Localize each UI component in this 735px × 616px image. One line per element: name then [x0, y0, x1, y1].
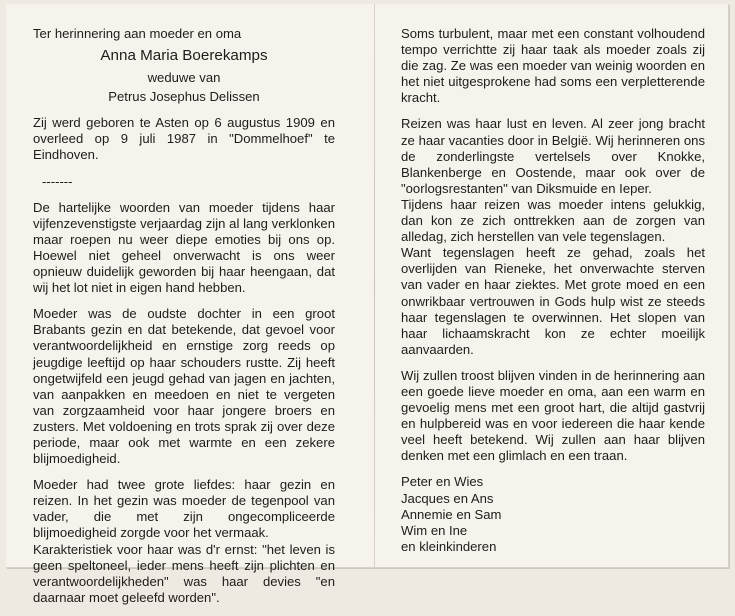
signoff-line: en kleinkinderen [401, 538, 497, 554]
paragraph-loves: Moeder had twee grote liefdes: haar gezin en reizen. In het gezin was moeder de tegenpool van vader, die met zijn ongecompliceerde blijmoedigheid zorgde voor het vermaak. [33, 477, 335, 541]
paragraph-youth: Moeder was de oudste dochter in een groot Brabants gezin en dat betekende, dat gevoel voor verantwoordelijkheid en ernstige zorg reeds op jeugdige leeftijd op haar schouders rustte. Zij heeft ongetwijfeld een jeugd gehad van jagen en jachten, van aanpakken en meedoen en niet te vergeten van zorgzaamheid voor haar jongere broers en zusters. Met voldoening en trots sprak zij over deze periode, maar ook met warmte en een zekere blijmoedigheid. [33, 306, 335, 467]
left-page [33, 26, 335, 616]
signoff-line: Peter en Wies [401, 474, 484, 490]
paragraph-remembrance: Wij zullen troost blijven vinden in de herinnering aan een goede lieve moeder en oma, aan een warm en gevoelig mens met een groot hart, die altijd gastvrij en hulpbereid was en voor iedereen die haar kende veel heeft betekend. Wij zullen aan haar blijven denken met een glimlach en een traan. [401, 367, 705, 464]
signoff-line: Annemie en Sam [401, 506, 502, 522]
paragraph-character: Karakteristiek voor haar was d'r ernst: "het leven is geen speltoneel, ieder mens heeft zijn plichten en verantwoordelijkheden" was haar devies "en daarnaar moet geleefd worden". [33, 541, 335, 605]
signoff-list [401, 474, 705, 554]
paragraph-turbulent: Soms turbulent, maar met een constant volhoudend tempo verrichtte zij haar taak als moeder zoals zij die zag. Ze was een moeder van weinig woorden en het niet uitgesprokene had soms een verpletterende kracht. [401, 26, 705, 106]
memorial-card [6, 4, 729, 605]
paragraph-travel: Reizen was haar lust en leven. Al zeer jong bracht ze haar vacanties door in België. Wij herinneren ons de zonderlingste vertelsels over Knokke, Blankenberge en Oostende, maar ook over de "oorlogsrestanten" van Diksmuide en Ieper. [401, 116, 705, 196]
intro-line: Ter herinnering aan moeder en oma [33, 26, 242, 41]
right-page [401, 26, 705, 555]
paragraph-setbacks: Want tegenslagen heeft ze gehad, zoals het overlijden van Rieneke, het onverwachte sterven van vader en haar ziektes. Met grote moed en een onwrikbaar vertrouwen in Gods hulp wist ze steeds haar tegenslagen te overwinnen. Het slopen van haar lichaamskracht kon ze echter moeilijk aanvaarden. [401, 245, 705, 357]
fold-line [374, 4, 375, 567]
signoff-line: Jacques en Ans [401, 490, 494, 506]
paragraph-memories: De hartelijke woorden van moeder tijdens haar vijfenzevenstigste verjaardag zijn al lang verklonken maar roepen nu weer diepe emoties bij ons op. Hoewel niet geheel onverwacht is ons weer opnieuw duidelijk geworden bij haar heengaan, dat wij het lot niet in eigen hand hebben. [33, 199, 335, 296]
husband-name: Petrus Josephus Delissen [108, 89, 260, 105]
paragraph-happy: Tijdens haar reizen was moeder intens gelukkig, dan kon ze zich onttrekken aan de zorgen van alledag, zich herstellen van vele tegenslagen. [401, 196, 705, 245]
birth-death-text: Zij werd geboren te Asten op 6 augustus 1909 en overleed op 9 juli 1987 in "Dommelhoef" te Eindhoven. [33, 115, 335, 163]
signoff-line: Wim en Ine [401, 522, 468, 538]
widow-of-label: weduwe van [147, 70, 221, 86]
deceased-name: Anna Maria Boerekamps [100, 47, 268, 65]
separator: ------- [42, 173, 73, 189]
